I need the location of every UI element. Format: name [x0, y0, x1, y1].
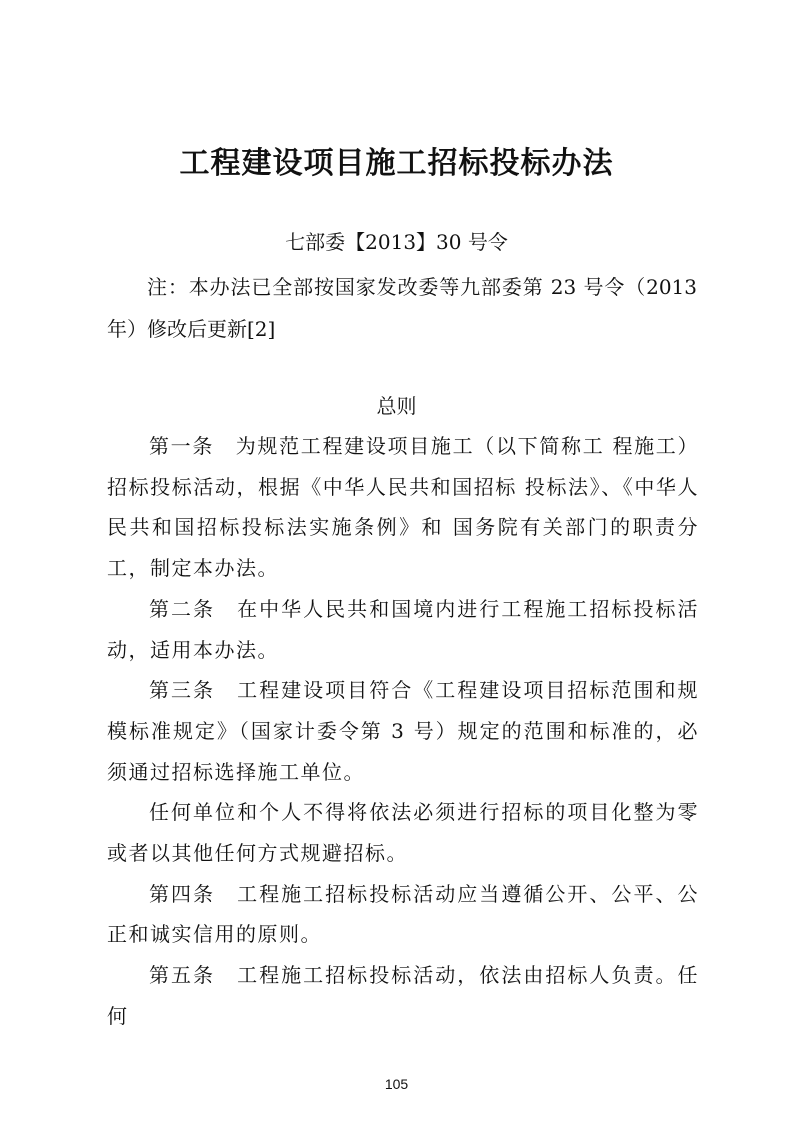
- article-4: 第四条 工程施工招标投标活动应当遵循公开、公平、公正和诚实信用的原则。: [107, 881, 699, 947]
- article-2: 第二条 在中华人民共和国境内进行工程施工招标投标活动，适用本办法。: [107, 596, 699, 662]
- article-3-clause: 任何单位和个人不得将依法必须进行招标的项目化整为零或者以其他任何方式规避招标。: [107, 800, 699, 866]
- amendment-note: 注：本办法已全部按国家发改委等九部委第 23 号令（2013 年）修改后更新[2]: [107, 275, 697, 341]
- document-title: 工程建设项目施工招标投标办法: [179, 146, 614, 181]
- section-heading: 总则: [376, 394, 417, 418]
- article-3: 第三条 工程建设项目符合《工程建设项目招标范围和规模标准规定》（国家计委令第 3 号）规定的范围和标准的，必须通过招标选择施工单位。: [107, 678, 699, 784]
- article-5: 第五条 工程施工招标投标活动，依法由招标人负责。任何: [107, 963, 699, 1028]
- body-text: [107, 426, 699, 1037]
- page-number: 105: [384, 1076, 409, 1092]
- decree-number: 七部委【2013】30 号令: [285, 230, 508, 254]
- article-1: 第一条 为规范工程建设项目施工（以下简称工 程施工）招标投标活动，根据《中华人民共和国招标 投标法》、《中华人民共和国招标投标法实施条例》和 国务院有关部门的职责分工，制定本办法。: [107, 434, 699, 581]
